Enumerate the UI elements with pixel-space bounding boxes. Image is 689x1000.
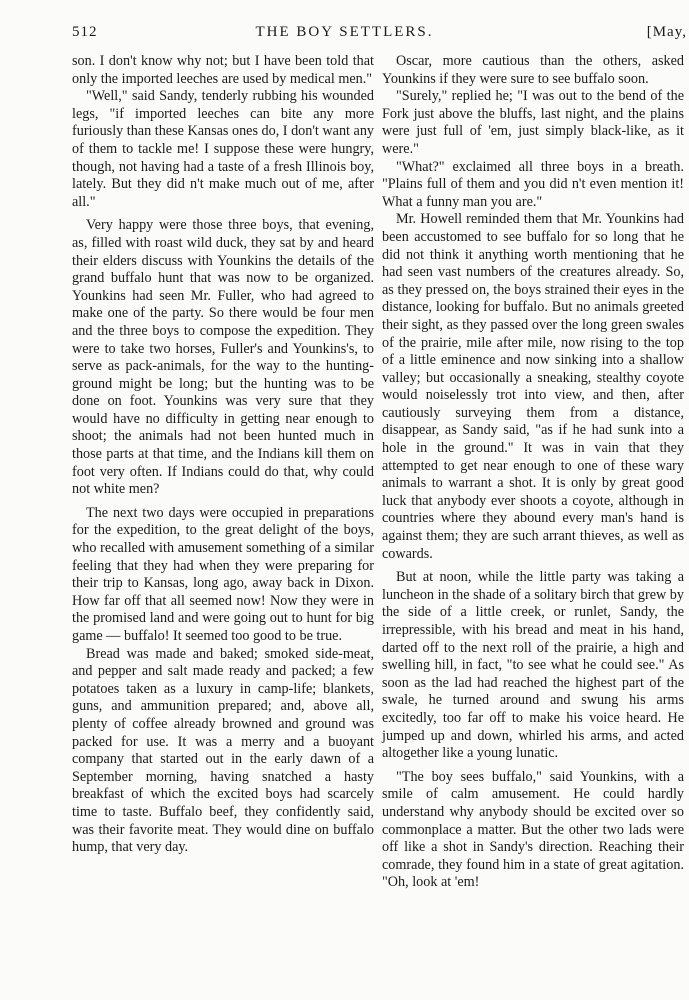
- paragraph: The next two days were occupied in preparations for the expedition, to the great delight of the boys, who recalled with amusement something of a similar feeling that they had when they were preparing for their trip to Kansas, long ago, away back in Dixon. How far off that all seemed now! Now they were in the promised land and were going out to hunt for big game — buffalo! It seemed too good to be true.: [72, 504, 374, 644]
- paragraph: Mr. Howell reminded them that Mr. Younkins had been accustomed to see buffalo for so long that he did not think it anything worth mentioning that he had seen vast numbers of the creatures already. So, as they pressed on, the boys strained their eyes in the distance, looking for buffalo. But no animals greeted their sight, as they passed over the long green swales of the prairie, mile after mile, now rising to the top of a little eminence and now sinking into a shallow valley; but occasionally a sneaking, stealthy coyote would noiselessly trot into view, and then, after cautiously surveying them from a distance, disappear, as Sandy said, "as if he had sunk into a hole in the ground." It was in vain that they attempted to get near enough to one of these wary animals to warrant a shot. It is only by great good luck that anybody ever shoots a coyote, although in countries where they abound every man's hand is against them; they are such arrant thieves, as well as cowards.: [382, 211, 684, 562]
- running-header: [0, 24, 689, 46]
- paragraph: "What?" exclaimed all three boys in a breath. "Plains full of them and you did n't even mention it! What a funny man you are.": [382, 158, 684, 210]
- paragraph: "Surely," replied he; "I was out to the bend of the Fork just above the bluffs, last night, and the plains were just full of 'em, just simply black-like, as it were.": [382, 88, 684, 157]
- paragraph: Oscar, more cautious than the others, asked Younkins if they were sure to see buffalo soon.: [382, 53, 684, 87]
- paragraph: Bread was made and baked; smoked side-meat, and pepper and salt made ready and packed; a few potatoes taken as a luxury in camp-life; blankets, guns, and ammunition prepared; and, above all, plenty of coffee already browned and ground was packed for use. It was a merry and a buoyant company that started out in the early dawn of a September morning, having snatched a hasty breakfast of which the excited boys had scarcely time to taste. Buffalo beef, they confidently said, was their favorite meat. They would dine on buffalo hump, that very day.: [72, 645, 374, 856]
- left-column: [72, 53, 374, 857]
- right-column: [382, 53, 684, 892]
- paragraph: "The boy sees buffalo," said Younkins, with a smile of calm amusement. He could hardly understand why anybody should be excited over so commonplace a matter. But the other two lads were off like a shot in Sandy's direction. Reaching their comrade, they found him in a state of great agitation. "Oh, look at 'em!: [382, 768, 684, 891]
- paragraph: son. I don't know why not; but I have been told that only the imported leeches are used by medical men.": [72, 53, 374, 87]
- running-title: THE BOY SETTLERS.: [255, 24, 434, 40]
- paragraph: Very happy were those three boys, that evening, as, filled with roast wild duck, they sat by and heard their elders discuss with Younkins the details of the grand buffalo hunt that was now to be organized. Younkins had seen Mr. Fuller, who had agreed to make one of the party. So there would be four men and the three boys to compose the expedition. They were to take two horses, Fuller's and Younkins's, to serve as pack-animals, for the way to the hunting-ground might be long; but the hunting was to be done on foot. Younkins was very sure that they would have no difficulty in getting near enough to shoot; the animals had not been hunted much in those parts at that time, and the Indians kill them on foot very often. If Indians could do that, why could not white men?: [72, 217, 374, 498]
- page-number: 512: [72, 24, 98, 40]
- paragraph: But at noon, while the little party was taking a luncheon in the shade of a solitary birch that grew by the side of a little creek, or runlet, Sandy, the irrepressible, with his bread and meat in his hand, darted off to the next roll of the prairie, a high and swelling hill, in fact, "to see what he could see." As soon as the lad had reached the highest part of the swale, he turned around and swung his arms excitedly, too far off to make his voice heard. He jumped up and down, whirled his arms, and acted altogether like a young lunatic.: [382, 569, 684, 762]
- header-month: [May,: [646, 24, 687, 40]
- paragraph: "Well," said Sandy, tenderly rubbing his wounded legs, "if imported leeches can bite any more furiously than these Kansas ones do, I don't want any of them to tackle me! I suppose these were hungry, though, not having had a taste of a fresh Illinois boy, lately. But they did n't make much out of me, after all.": [72, 88, 375, 210]
